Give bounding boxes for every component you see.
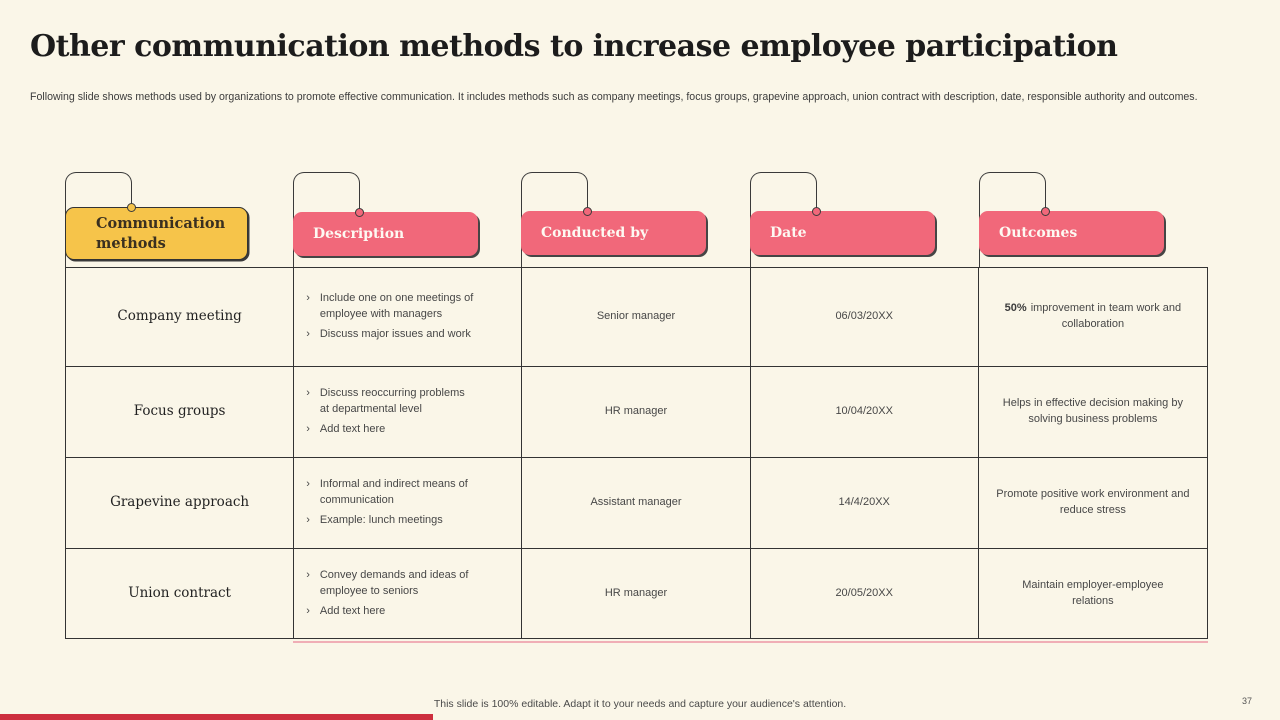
column-header-label: Date — [770, 225, 807, 241]
outcome-bold-value: 50% — [1004, 302, 1027, 315]
connector-dot-icon — [583, 207, 592, 216]
conducted-by-value: Senior manager — [596, 310, 676, 323]
date-cell — [751, 268, 979, 367]
bottom-red-bar — [0, 714, 433, 720]
bullet-item — [306, 477, 498, 509]
bullet-text: Informal and indirect means of communication — [319, 477, 468, 506]
conducted-by-value: HR manager — [604, 405, 668, 418]
method-cell — [66, 367, 294, 458]
slide-subtitle: Following slide shows methods used by organizations to promote effective communication. It includes methods such as company meetings, focus groups, grapevine approach, union contract with description, date, responsible authority and outcomes. — [30, 91, 1198, 103]
conducted-by-cell — [522, 268, 750, 367]
outcome-cell — [979, 268, 1207, 367]
outcome-value: Promote positive work environment and reduce stress — [996, 488, 1190, 516]
bullet-arrow-icon: › — [306, 291, 310, 304]
bullet-arrow-icon: › — [306, 328, 310, 341]
outcome-cell — [979, 549, 1207, 639]
bullet-item — [306, 291, 498, 323]
method-label: Focus groups — [133, 403, 226, 420]
bullet-text: Include one on one meetings of employee with managers — [319, 291, 474, 320]
column-header-date — [750, 211, 935, 255]
date-value: 20/05/20XX — [835, 587, 893, 600]
date-value: 06/03/20XX — [835, 310, 893, 323]
method-cell — [66, 458, 294, 549]
bullet-text: Discuss major issues and work — [319, 328, 471, 341]
outcome-value: Helps in effective decision making by solving business problems — [1002, 397, 1183, 425]
description-cell — [294, 367, 522, 458]
bullet-item — [306, 568, 498, 600]
column-header-communication-methods — [65, 207, 248, 260]
method-cell — [66, 549, 294, 639]
bullet-text: Add text here — [319, 423, 386, 436]
column-header-outcomes — [979, 211, 1164, 255]
bullet-text: Discuss reoccurring problems at departmental level — [319, 386, 465, 415]
bullet-item — [306, 327, 498, 343]
column-header-label: Communication methods — [96, 214, 226, 252]
bullet-arrow-icon: › — [306, 386, 310, 399]
header-tab-conducted-by — [521, 172, 588, 211]
bullet-arrow-icon: › — [306, 477, 310, 490]
method-label: Union contract — [128, 585, 231, 602]
bullet-arrow-icon: › — [306, 514, 310, 527]
description-cell — [294, 458, 522, 549]
bullet-arrow-icon: › — [306, 423, 310, 436]
method-label: Grapevine approach — [110, 494, 250, 511]
outcome-value: Maintain employer-employee relations — [1022, 579, 1164, 607]
conducted-by-value: HR manager — [604, 587, 668, 600]
date-cell — [751, 549, 979, 639]
header-tab-outcomes — [979, 172, 1046, 211]
column-header-label: Description — [313, 226, 405, 242]
bullet-text: Convey demands and ideas of employee to seniors — [319, 568, 469, 597]
date-cell — [751, 367, 979, 458]
bullet-arrow-icon: › — [306, 605, 310, 618]
outcome-cell — [979, 458, 1207, 549]
bullet-arrow-icon: › — [306, 568, 310, 581]
header-tab-date — [750, 172, 817, 211]
slide-title: Other communication methods to increase employee participation — [30, 29, 1118, 64]
date-cell — [751, 458, 979, 549]
description-cell — [294, 268, 522, 367]
conducted-by-cell — [522, 549, 750, 639]
connector-dot-icon — [127, 203, 136, 212]
header-tab-communication-methods — [65, 172, 132, 207]
conducted-by-value: Assistant manager — [590, 496, 682, 509]
conducted-by-cell — [522, 367, 750, 458]
description-cell — [294, 549, 522, 639]
methods-table — [65, 267, 1208, 639]
conducted-by-cell — [522, 458, 750, 549]
page-number: 37 — [1241, 696, 1252, 706]
bullet-item — [306, 513, 498, 529]
date-value: 10/04/20XX — [835, 405, 893, 418]
bullet-item — [306, 604, 498, 620]
method-label: Company meeting — [117, 308, 242, 325]
header-tab-description — [293, 172, 360, 212]
bullet-text: Example: lunch meetings — [319, 514, 443, 527]
footer-note: This slide is 100% editable. Adapt it to your needs and capture your audience's attention. — [433, 698, 847, 710]
bullet-text: Add text here — [319, 605, 386, 618]
outcome-cell — [979, 367, 1207, 458]
connector-dot-icon — [1041, 207, 1050, 216]
outcome-value: 50% improvement in team work and collaboration — [1004, 302, 1182, 330]
connector-dot-icon — [812, 207, 821, 216]
method-cell — [66, 268, 294, 367]
bullet-item — [306, 386, 470, 418]
bullet-item — [306, 422, 498, 438]
column-header-description — [293, 212, 478, 256]
column-header-label: Conducted by — [541, 225, 649, 241]
column-header-conducted-by — [521, 211, 706, 255]
table-pink-underline — [293, 641, 1208, 644]
column-header-label: Outcomes — [999, 225, 1078, 241]
date-value: 14/4/20XX — [838, 496, 890, 509]
connector-dot-icon — [355, 208, 364, 217]
